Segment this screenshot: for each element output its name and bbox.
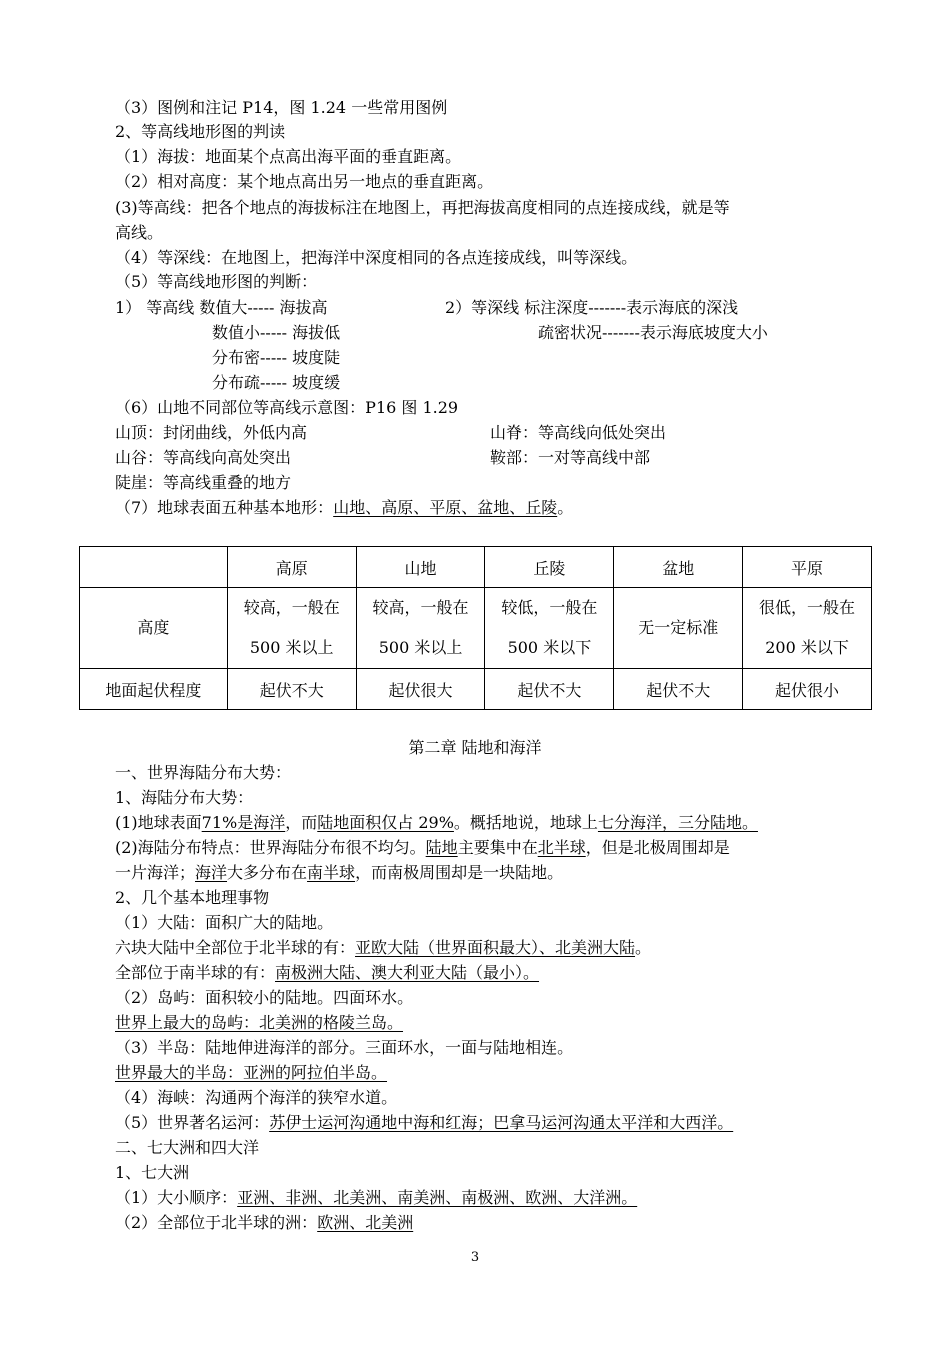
table-header-cell: 盆地 [614,547,743,588]
paragraph-line [115,861,563,885]
paragraph-line [115,1186,637,1210]
contour-line-definition-cont: 高线。 [115,223,164,242]
paragraph-line [115,1211,413,1235]
contour-rule-1: 1） 等高线 数值大----- 海拔高 [115,298,328,317]
altitude-definition: （1）海拔：地面某个点高出海平面的垂直距离。 [115,147,462,166]
text-run: 大多分布在 [227,863,308,882]
table-cell-line: 较高，一般在 [372,598,469,617]
mountain-saddle: 鞍部：一对等高线中部 [490,448,651,467]
contour-rule-4: 分布疏----- 坡度缓 [212,373,341,392]
underlined-run: 亚洲、非洲、北美洲、南美洲、南极洲、欧洲、大洋洲。 [237,1188,638,1207]
text-run: ，而 [285,813,318,832]
five-landforms-list: 山地、高原、平原、盆地、丘陵 [333,498,558,517]
table-cell [356,588,485,669]
text-run: (1)地球表面 [115,813,202,832]
table-cell-line: 无一定标准 [638,618,719,637]
underlined-run: 南极洲大陆、澳大利亚大陆（最小）。 [275,963,540,982]
table-cell [614,588,743,669]
paragraph-line [115,1111,733,1135]
underlined-run: 陆地面积仅占 29% [317,813,454,832]
underlined-run: 亚欧大陆（世界面积最大）、北美洲大陆 [355,938,636,957]
section-heading: 二、七大洲和四大洋 [115,1138,260,1157]
section-heading: 一、世界海陆分布大势： [115,763,292,782]
table-row-label: 高度 [80,588,228,669]
table-header-cell: 丘陵 [485,547,614,588]
table-cell: 起伏很小 [743,669,872,710]
chapter-title: 第二章 陆地和海洋 [408,738,542,757]
text-run: （1）大小顺序： [115,1188,238,1207]
table-cell: 起伏不大 [485,669,614,710]
text-run: ，但是北极周围却是 [585,838,730,857]
paragraph-line [115,811,758,835]
paragraph-line [115,961,539,985]
depth-contour-definition: （4）等深线：在地图上，把海洋中深度相同的各点连接成线，叫等深线。 [115,248,638,267]
landform-table [79,546,872,710]
text-run: 全部位于南半球的有： [115,963,276,982]
page-number: 3 [470,1250,480,1265]
contour-judgement-heading: （5）等高线地形图的判断： [115,272,318,291]
text-run: 主要集中在 [457,838,538,857]
table-header-row [80,547,872,588]
mountain-valley: 山谷：等高线向高处突出 [115,448,292,467]
table-header-cell: 山地 [356,547,485,588]
table-header-cell: 高原 [227,547,356,588]
table-cell-line: 500 米以上 [378,638,463,657]
underlined-run: 北半球 [537,838,586,857]
underlined-run: 苏伊士运河沟通地中海和红海；巴拿马运河沟通太平洋和大西洋。 [269,1113,734,1132]
table-cell-line: 较低，一般在 [501,598,598,617]
text-run: 一片海洋； [115,863,196,882]
underlined-run: 南半球 [307,863,356,882]
table-cell-line: 500 米以下 [507,638,592,657]
table-row [80,669,872,710]
table-cell: 起伏不大 [227,669,356,710]
underlined-run: 陆地 [425,838,458,857]
table-cell-line: 500 米以上 [249,638,334,657]
mountain-parts-heading: （6）山地不同部位等高线示意图：P16 图 1.29 [115,398,459,417]
five-landforms-line [115,496,573,520]
table-cell [485,588,614,669]
text-run: 六块大陆中全部位于北半球的有： [115,938,356,957]
table-row-label: 地面起伏程度 [80,669,228,710]
five-landforms-suffix: 。 [557,498,574,517]
depth-rule-2: 疏密状况-------表示海底坡度大小 [538,323,768,342]
paragraph-line: （3）半岛：陆地伸进海洋的部分。三面环水，一面与陆地相连。 [115,1038,574,1057]
text-run: （5）世界著名运河： [115,1113,270,1132]
mountain-cliff: 陡崖：等高线重叠的地方 [115,473,292,492]
paragraph-line: （4）海峡：沟通两个海洋的狭窄水道。 [115,1088,398,1107]
table-cell-line: 很低，一般在 [759,598,856,617]
paragraph-line [115,936,651,960]
contour-rule-3: 分布密----- 坡度陡 [212,348,341,367]
contour-line-definition: (3)等高线：把各个地点的海拔标注在地图上，再把海拔高度相同的点连接成线，就是等 [115,198,730,217]
section-contour-map-heading: 2、等高线地形图的判读 [115,122,286,141]
contour-rule-2: 数值小----- 海拔低 [212,323,341,342]
underlined-run: 七分海洋，三分陆地。 [597,813,758,832]
table-header-cell [80,547,228,588]
table-cell: 起伏不大 [614,669,743,710]
table-cell-line: 较高，一般在 [243,598,340,617]
subsection-heading: 1、七大洲 [115,1163,190,1182]
table-cell [743,588,872,669]
underlined-run: 海洋 [195,863,228,882]
mountain-peak: 山顶：封闭曲线，外低内高 [115,423,308,442]
depth-rule-1: 2）等深线 标注深度-------表示海底的深浅 [445,298,739,317]
subsection-heading: 1、海陆分布大势： [115,788,254,807]
table-row [80,588,872,669]
paragraph-line: （1）大陆：面积广大的陆地。 [115,913,334,932]
underlined-run: 欧洲、北美洲 [317,1213,414,1232]
table-cell: 起伏很大 [356,669,485,710]
five-landforms-prefix: （7）地球表面五种基本地形： [115,498,334,517]
subsection-heading: 2、几个基本地理事物 [115,888,270,907]
legend-note-line: （3）图例和注记 P14，图 1.24 一些常用图例 [115,98,448,117]
mountain-ridge: 山脊：等高线向低处突出 [490,423,667,442]
text-run: 。 [635,938,652,957]
underlined-run: 71%是海洋 [201,813,286,832]
paragraph-line: 世界最大的半岛：亚洲的阿拉伯半岛。 [115,1063,388,1082]
table-cell-line: 200 米以下 [765,638,849,657]
relative-height-definition: （2）相对高度：某个地点高出另一地点的垂直距离。 [115,172,494,191]
paragraph-line: 世界上最大的岛屿：北美洲的格陵兰岛。 [115,1013,404,1032]
text-run: （2）全部位于北半球的洲： [115,1213,318,1232]
paragraph-line: （2）岛屿：面积较小的陆地。四面环水。 [115,988,414,1007]
text-run: ，而南极周围却是一块陆地。 [355,863,564,882]
table-header-cell: 平原 [743,547,872,588]
text-run: 。概括地说，地球上 [453,813,598,832]
text-run: (2)海陆分布特点：世界海陆分布很不均匀。 [115,838,426,857]
table-cell [227,588,356,669]
paragraph-line [115,836,730,860]
